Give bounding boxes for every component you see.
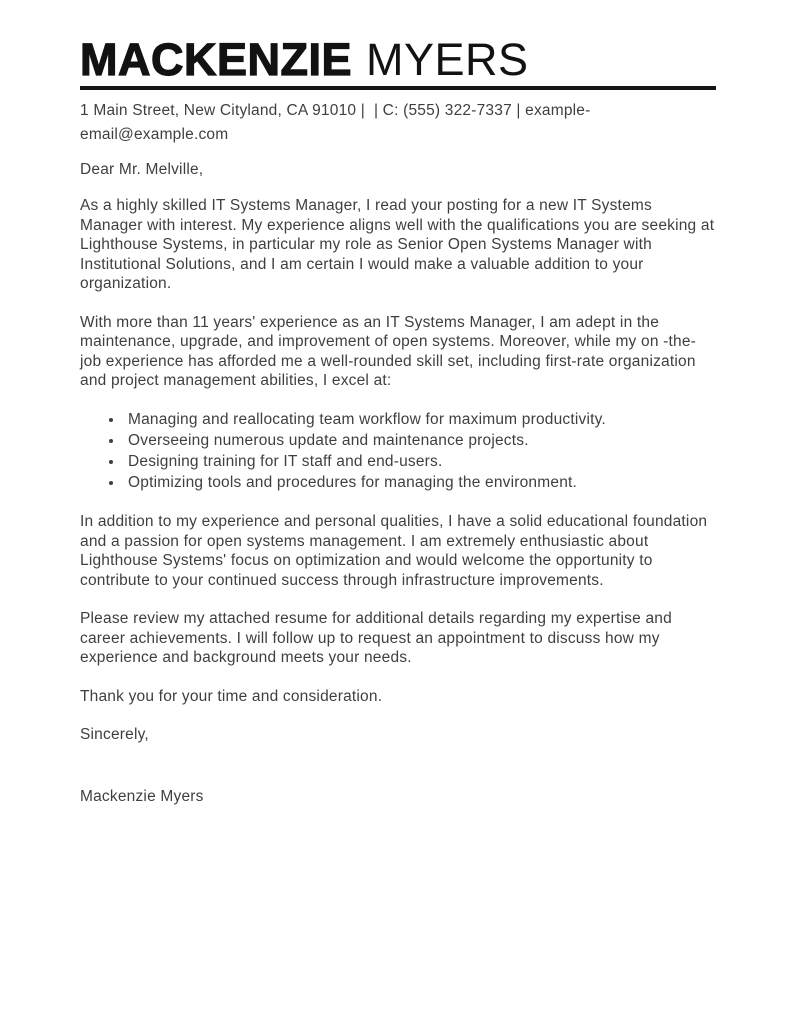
letter-body [80, 160, 716, 807]
letter-header [80, 36, 716, 146]
skills-list-item: • Overseeing numerous update and maintenance projects. [124, 431, 716, 451]
paragraph-intro: As a highly skilled IT Systems Manager, I read your posting for a new IT Systems Manager with interest. My experience aligns well with the qualifications you are seeking at Lighthouse Systems, in particular my role as Senior Open Systems Manager with Institutional Solutions, and I am certain I would make a valuable addition to your organization. [80, 197, 715, 293]
skills-list [80, 410, 716, 493]
skills-list-item: • Designing training for IT staff and end-users. [124, 452, 716, 472]
salutation: Dear Mr. Melville, [80, 160, 204, 178]
signoff: Sincerely, [80, 726, 149, 744]
paragraph-followup: Please review my attached resume for additional details regarding my expertise and career achievements. I will follow up to request an appointment to discuss how my experience and background meets your needs. [80, 610, 672, 667]
thanks-line: Thank you for your time and consideration. [80, 687, 383, 705]
paragraph-education: In addition to my experience and personal qualities, I have a solid educational foundation and a passion for open systems management. I am extremely enthusiastic about Lighthouse Systems' focus on optimization and would welcome the opportunity to contribute to your continued success through infrastructure improvements. [80, 513, 708, 589]
applicant-last-name: MYERS [366, 34, 529, 85]
skills-list-item: • Managing and reallocating team workflow for maximum productivity. [124, 410, 716, 430]
contact-info: 1 Main Street, New Cityland, CA 91010 | | C: (555) 322-7337 | example-email@example.com [80, 102, 591, 143]
signature-name: Mackenzie Myers [80, 787, 204, 805]
header-divider [80, 86, 716, 90]
applicant-name [80, 36, 716, 83]
paragraph-experience: With more than 11 years' experience as an IT Systems Manager, I am adept in the maintenance, upgrade, and improvement of open systems. Moreover, while my on -the-job experience has afforded me a well-rounded skill set, including first-rate organization and project management abilities, I excel at: [80, 313, 697, 390]
applicant-first-name: MACKENZIE [80, 34, 352, 85]
skills-list-item: • Optimizing tools and procedures for managing the environment. [124, 473, 716, 493]
